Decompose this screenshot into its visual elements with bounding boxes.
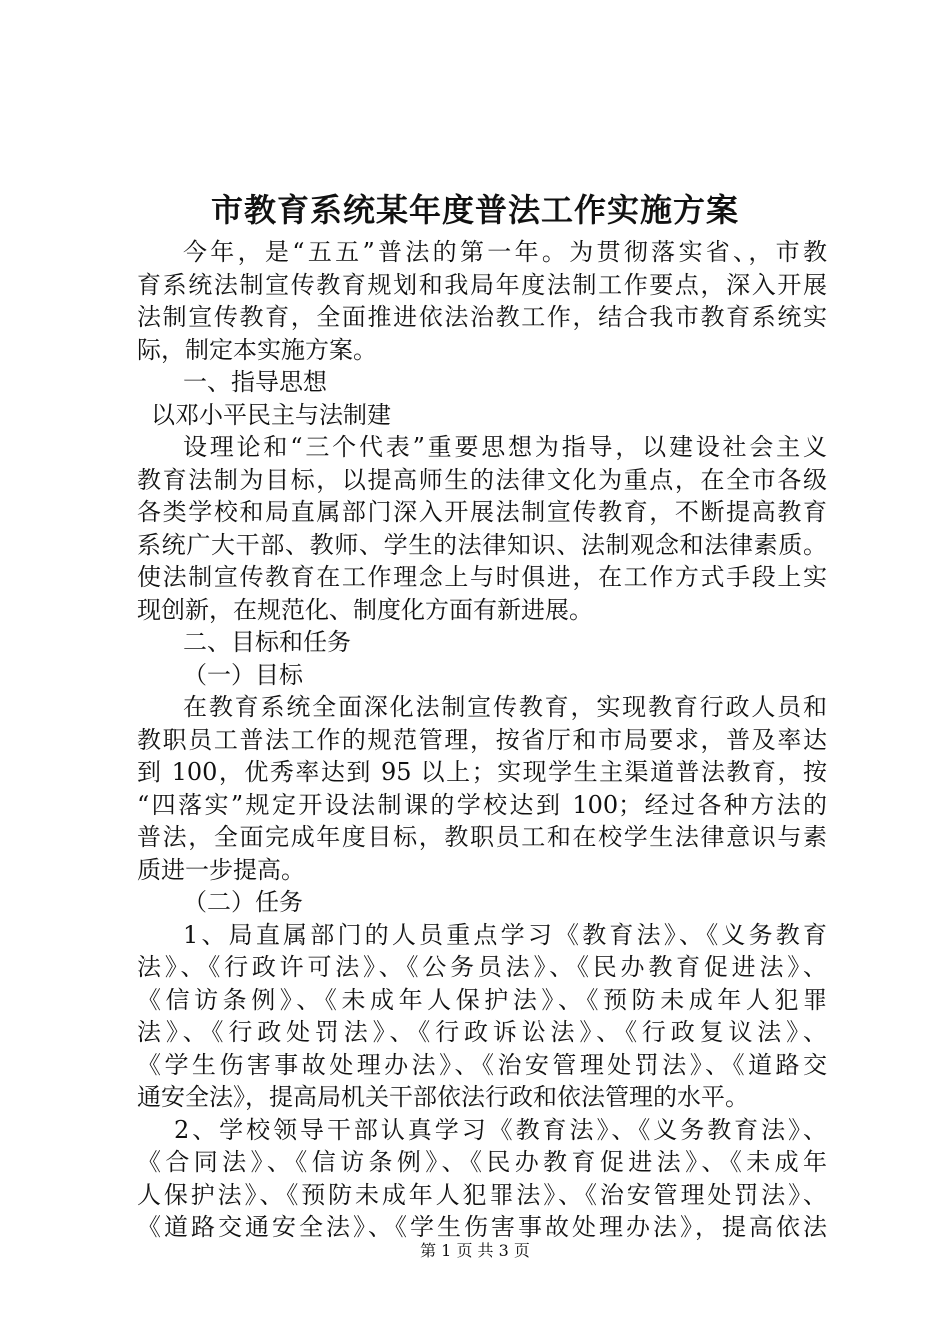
text-line: 设理论和“三个代表”重要思想为指导，以建设社会主义 <box>183 433 827 461</box>
text-line: 2、学校领导干部认真学习《教育法》、《义务教育法》、 <box>174 1115 827 1144</box>
text-line: 系统广大干部、教师、学生的法律知识、法制观念和法律素质。 <box>137 530 827 559</box>
text-line: （一）目标 <box>183 660 303 689</box>
text-line: 教职员工普法工作的规范管理，按省厅和市局要求，普及率达 <box>137 725 827 754</box>
text-line: “四落实”规定开设法制课的学校达到 100；经过各种方法的 <box>137 790 827 819</box>
text-line: 教育法制为目标，以提高师生的法律文化为重点，在全市各级 <box>137 465 827 494</box>
text-line: 法》、《行政许可法》、《公务员法》、《民办教育促进法》、 <box>137 953 827 981</box>
page-footer: 第 1 页 共 3 页 <box>420 1241 530 1260</box>
text-line: 到 100，优秀率达到 95 以上；实现学生主渠道普法教育，按 <box>137 758 827 786</box>
document-body <box>137 236 827 1244</box>
text-line: （二）任务 <box>183 888 303 916</box>
text-line: 法》、《行政处罚法》、《行政诉讼法》、《行政复议法》、 <box>137 1018 827 1046</box>
document-title: 市教育系统某年度普法工作实施方案 <box>210 191 739 229</box>
text-line: 质进一步提高。 <box>137 855 305 884</box>
text-line: 使法制宣传教育在工作理念上与时俱进，在工作方式手段上实 <box>137 563 827 591</box>
text-line: 《信访条例》、《未成年人保护法》、《预防未成年人犯罪 <box>137 985 827 1014</box>
text-line: 1、局直属部门的人员重点学习《教育法》、《义务教育 <box>183 920 827 949</box>
text-line: 《合同法》、《信访条例》、《民办教育促进法》、《未成年 <box>137 1148 827 1176</box>
text-line: 二、目标和任务 <box>183 628 351 656</box>
text-line: 一、指导思想 <box>183 368 327 396</box>
text-line: 今年，是“五五”普法的第一年。为贯彻落实省、，市教 <box>183 238 827 266</box>
text-line: 在教育系统全面深化法制宣传教育，实现教育行政人员和 <box>183 693 827 721</box>
text-line: 通安全法》，提高局机关干部依法行政和依法管理的水平。 <box>137 1083 749 1111</box>
text-line: 以邓小平民主与法制建 <box>151 400 391 429</box>
text-line: 普法，全面完成年度目标，教职员工和在校学生法律意识与素 <box>137 823 827 851</box>
text-line: 《学生伤害事故处理办法》、《治安管理处罚法》、《道路交 <box>137 1050 827 1079</box>
text-line: 《道路交通安全法》、《学生伤害事故处理办法》，提高依法 <box>137 1213 827 1241</box>
text-line: 际，制定本实施方案。 <box>137 335 377 364</box>
text-line: 人保护法》、《预防未成年人犯罪法》、《治安管理处罚法》、 <box>137 1180 827 1209</box>
text-line: 法制宣传教育，全面推进依法治教工作，结合我市教育系统实 <box>137 303 827 331</box>
text-line: 各类学校和局直属部门深入开展法制宣传教育，不断提高教育 <box>137 498 827 526</box>
text-line: 现创新，在规范化、制度化方面有新进展。 <box>137 595 593 624</box>
text-line: 育系统法制宣传教育规划和我局年度法制工作要点，深入开展 <box>137 270 827 299</box>
